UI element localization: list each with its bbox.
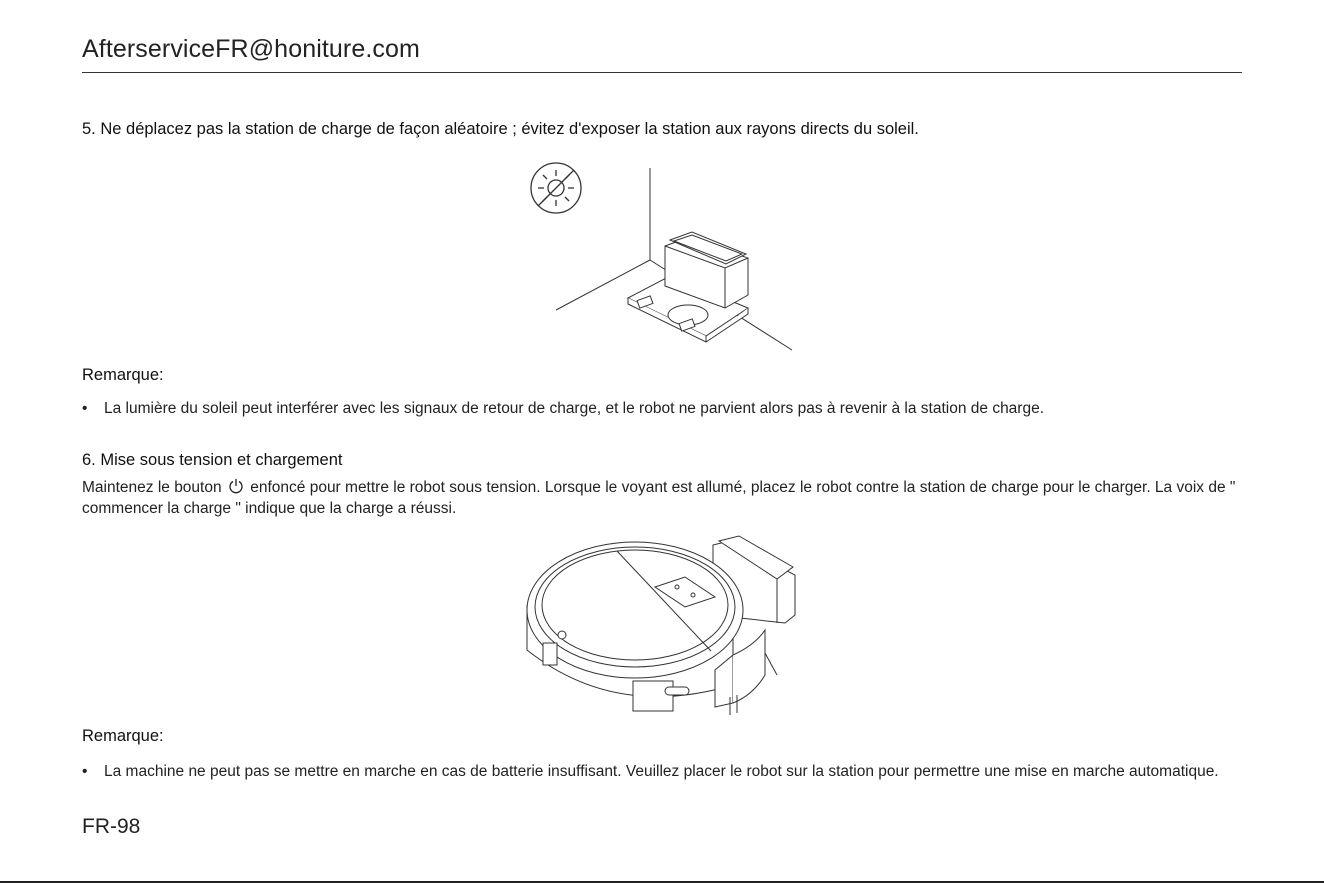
- power-icon: [228, 478, 244, 494]
- para-text-end: enfoncé pour mettre le robot sous tension. Lorsque le voyant est allumé, placez le robot contre la station de charge pour le charger. La voix de " commencer la charge " indique que la charge a réussi.: [82, 479, 1236, 517]
- bullet-dot: •: [82, 400, 88, 417]
- charging-station-illustration: [520, 158, 800, 358]
- note-label-2: Remarque:: [82, 727, 164, 745]
- note-label: Remarque:: [82, 366, 164, 384]
- note-bullet-2: [82, 762, 1232, 782]
- note-bullet: [82, 399, 1232, 419]
- no-sunlight-icon: [531, 163, 581, 213]
- step-5-title: 5. Ne déplacez pas la station de charge de façon aléatoire ; évitez d'exposer la station aux rayons directs du soleil.: [82, 120, 919, 138]
- header-rule: [82, 72, 1242, 73]
- note-text: La lumière du soleil peut interférer avec les signaux de retour de charge, et le robot ne parvient alors pas à revenir à la station de charge.: [104, 400, 1045, 417]
- power-on-instructions: [82, 477, 1242, 519]
- para-text-start: Maintenez le bouton: [82, 479, 222, 496]
- note-text-2: La machine ne peut pas se mettre en marche en cas de batterie insuffisant. Veuillez placer le robot sur la station pour permettre une mise en marche automatique.: [104, 763, 1219, 780]
- support-email: AfterserviceFR@honiture.com: [82, 35, 420, 63]
- page-number: FR-98: [82, 815, 141, 838]
- bullet-dot-2: •: [82, 763, 88, 780]
- robot-charging-illustration: [515, 535, 815, 720]
- step-6-title: 6. Mise sous tension et chargement: [82, 451, 343, 469]
